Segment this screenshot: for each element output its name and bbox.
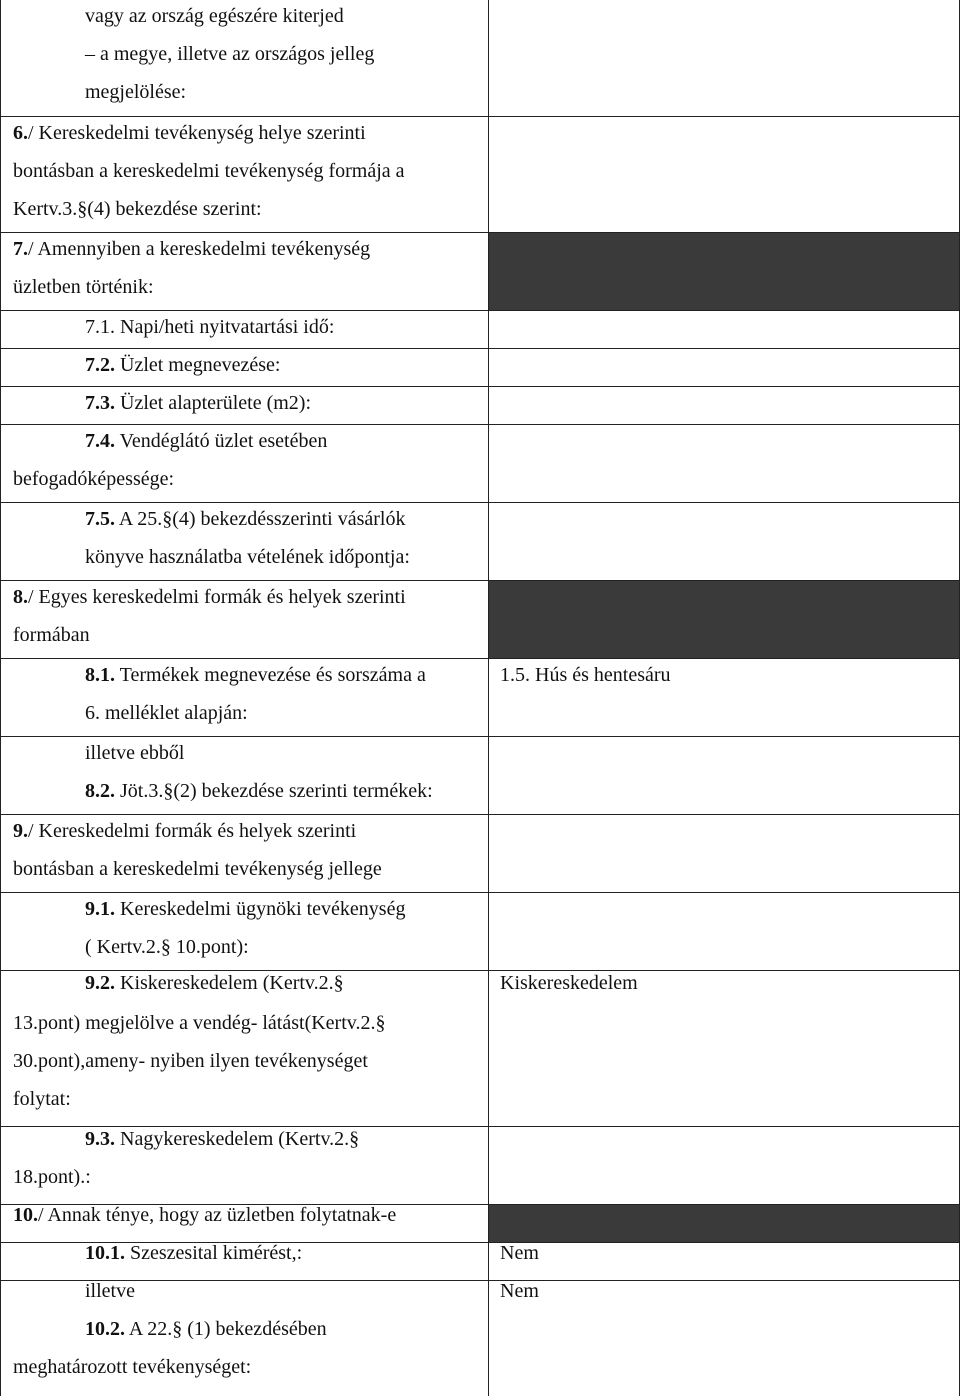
label-text: – a megye, illetve az országos jelleg — [85, 43, 375, 65]
row-label-cell — [0, 815, 489, 892]
form-row-r72 — [0, 348, 960, 386]
label-text: / Amennyiben a kereskedelmi tevékenység — [28, 238, 371, 260]
value-text: Nem — [500, 1280, 539, 1302]
row-label-line — [13, 159, 405, 183]
row-label-line — [13, 121, 366, 145]
shaded-value-cell — [489, 581, 960, 658]
form-row-r75 — [0, 502, 960, 580]
value-cell[interactable] — [489, 311, 960, 348]
row-label-line — [13, 467, 174, 491]
row-label-line — [85, 353, 280, 377]
label-text: illetve ebből — [85, 742, 185, 764]
row-label-cell — [0, 893, 489, 970]
value-cell[interactable] — [489, 425, 960, 502]
item-number: 10.1. — [85, 1242, 125, 1264]
row-label-line — [13, 1203, 396, 1227]
item-number: 10.2. — [85, 1318, 125, 1340]
row-label-line — [13, 819, 356, 843]
row-label-line — [85, 429, 327, 453]
row-label-line — [85, 391, 311, 415]
row-label-line — [13, 623, 90, 647]
value-cell[interactable] — [489, 1243, 960, 1280]
row-label-line — [85, 701, 248, 725]
row-label-cell — [0, 387, 489, 424]
value-cell[interactable] — [489, 117, 960, 232]
value-cell[interactable] — [489, 503, 960, 580]
form-row-r5b — [0, 0, 960, 116]
label-text: Termékek megnevezése és sorszáma a — [115, 664, 426, 686]
item-number: 7.3. — [85, 392, 115, 414]
row-label-line — [13, 1011, 385, 1035]
value-cell[interactable] — [489, 893, 960, 970]
item-number: 8. — [13, 586, 28, 608]
form-row-r81 — [0, 658, 960, 736]
value-cell[interactable] — [489, 349, 960, 386]
item-number: 7.2. — [85, 354, 115, 376]
value-cell[interactable] — [489, 0, 960, 116]
item-number: 9.2. — [85, 972, 115, 994]
row-label-line — [85, 1241, 302, 1265]
label-text: / Kereskedelmi tevékenység helye szerinti — [28, 122, 366, 144]
item-number: 6. — [13, 122, 28, 144]
item-number: 7.5. — [85, 508, 115, 530]
row-label-cell — [0, 1127, 489, 1204]
label-text: 18.pont).: — [13, 1166, 91, 1188]
form-row-r6 — [0, 116, 960, 232]
label-text: üzletben történik: — [13, 276, 154, 298]
label-text: Kereskedelmi ügynöki tevékenység — [115, 898, 406, 920]
form-row-r82 — [0, 736, 960, 814]
label-text: A 25.§(4) bekezdésszerinti vásárlók — [115, 508, 406, 530]
row-label-cell — [0, 349, 489, 386]
label-text: Üzlet alapterülete (m2): — [115, 392, 312, 414]
value-cell[interactable] — [489, 815, 960, 892]
item-number: 8.2. — [85, 780, 115, 802]
row-label-line — [85, 897, 405, 921]
form-row-r91 — [0, 892, 960, 970]
row-label-cell — [0, 971, 489, 1126]
label-text: 30.pont),ameny- nyiben ilyen tevékenységet — [13, 1050, 368, 1072]
form-row-r7 — [0, 232, 960, 310]
label-text: ( Kertv.2.§ 10.pont): — [85, 936, 249, 958]
label-text: Vendéglátó üzlet esetében — [115, 430, 328, 452]
value-cell[interactable] — [489, 1281, 960, 1396]
form-row-r9 — [0, 814, 960, 892]
form-row-r92 — [0, 970, 960, 1126]
shaded-value-cell — [489, 233, 960, 310]
form-row-r8 — [0, 580, 960, 658]
form-row-r10 — [0, 1204, 960, 1242]
label-text: 13.pont) megjelölve a vendég- látást(Kertv.2.§ — [13, 1012, 386, 1034]
label-text: bontásban a kereskedelmi tevékenység formája a — [13, 160, 405, 182]
value-cell[interactable] — [489, 387, 960, 424]
row-label-line — [13, 197, 262, 221]
row-label-cell — [0, 737, 489, 814]
row-label-line — [13, 237, 370, 261]
item-number: 9.1. — [85, 898, 115, 920]
label-text: vagy az ország egészére kiterjed — [85, 5, 344, 27]
row-label-cell — [0, 1205, 489, 1242]
label-text: 7.1. Napi/heti nyitvatartási idő: — [85, 316, 335, 338]
label-text: Jöt.3.§(2) bekezdése szerinti termékek: — [115, 780, 433, 802]
row-label-line — [85, 1317, 327, 1341]
row-label-line — [85, 545, 410, 569]
row-label-cell — [0, 311, 489, 348]
item-number: 9. — [13, 820, 28, 842]
row-label-line — [85, 4, 344, 28]
label-text: A 22.§ (1) bekezdésében — [125, 1318, 327, 1340]
form-row-r101 — [0, 1242, 960, 1280]
label-text: 6. melléklet alapján: — [85, 702, 248, 724]
item-number: 7.4. — [85, 430, 115, 452]
label-text: Kertv.3.§(4) bekezdése szerint: — [13, 198, 262, 220]
value-cell[interactable] — [489, 1127, 960, 1204]
value-cell[interactable] — [489, 971, 960, 1126]
row-label-line — [13, 275, 154, 299]
shaded-value-cell — [489, 1205, 960, 1242]
value-cell[interactable] — [489, 737, 960, 814]
row-label-cell — [0, 581, 489, 658]
row-label-line — [13, 1165, 91, 1189]
row-label-cell — [0, 1281, 489, 1396]
row-label-cell — [0, 659, 489, 736]
row-label-line — [85, 935, 249, 959]
form-row-r71 — [0, 310, 960, 348]
item-number: 7. — [13, 238, 28, 260]
form-row-r93 — [0, 1126, 960, 1204]
row-label-line — [85, 741, 184, 765]
row-label-cell — [0, 1243, 489, 1280]
label-text: folytat: — [13, 1088, 71, 1110]
row-label-cell — [0, 117, 489, 232]
row-label-cell — [0, 233, 489, 310]
label-text: / Kereskedelmi formák és helyek szerinti — [28, 820, 357, 842]
row-label-line — [13, 1355, 251, 1379]
row-label-cell — [0, 425, 489, 502]
label-text: formában — [13, 624, 90, 646]
row-label-line — [85, 315, 334, 339]
form-row-r74 — [0, 424, 960, 502]
label-text: megjelölése: — [85, 81, 187, 103]
row-label-line — [85, 42, 374, 66]
form-row-r102 — [0, 1280, 960, 1396]
row-label-cell — [0, 0, 489, 116]
value-cell[interactable] — [489, 659, 960, 736]
label-text: könyve használatba vételének időpontja: — [85, 546, 410, 568]
row-label-line — [85, 1127, 359, 1151]
label-text: bontásban a kereskedelmi tevékenység jellege — [13, 858, 382, 880]
row-label-line — [13, 1087, 71, 1111]
label-text: / Annak ténye, hogy az üzletben folytatnak-e — [38, 1204, 397, 1226]
row-label-line — [13, 857, 382, 881]
row-label-line — [13, 1049, 368, 1073]
row-label-line — [85, 507, 405, 531]
label-text: Üzlet megnevezése: — [115, 354, 281, 376]
label-text: befogadóképessége: — [13, 468, 175, 490]
label-text: illetve — [85, 1280, 135, 1302]
row-label-line — [85, 80, 186, 104]
row-label-cell — [0, 503, 489, 580]
label-text: Nagykereskedelem (Kertv.2.§ — [115, 1128, 360, 1150]
value-text: 1.5. Hús és hentesáru — [500, 664, 671, 686]
value-text: Kiskereskedelem — [500, 972, 638, 994]
label-text: / Egyes kereskedelmi formák és helyek szerinti — [28, 586, 406, 608]
value-text: Nem — [500, 1242, 539, 1264]
row-label-line — [85, 971, 344, 995]
label-text: Kiskereskedelem (Kertv.2.§ — [115, 972, 344, 994]
row-label-line — [13, 585, 406, 609]
item-number: 8.1. — [85, 664, 115, 686]
item-number: 9.3. — [85, 1128, 115, 1150]
label-text: meghatározott tevékenységet: — [13, 1356, 252, 1378]
item-number: 10. — [13, 1204, 38, 1226]
row-label-line — [85, 1279, 135, 1303]
label-text: Szeszesital kimérést,: — [125, 1242, 303, 1264]
row-label-line — [85, 779, 433, 803]
row-label-line — [85, 663, 426, 687]
form-row-r73 — [0, 386, 960, 424]
